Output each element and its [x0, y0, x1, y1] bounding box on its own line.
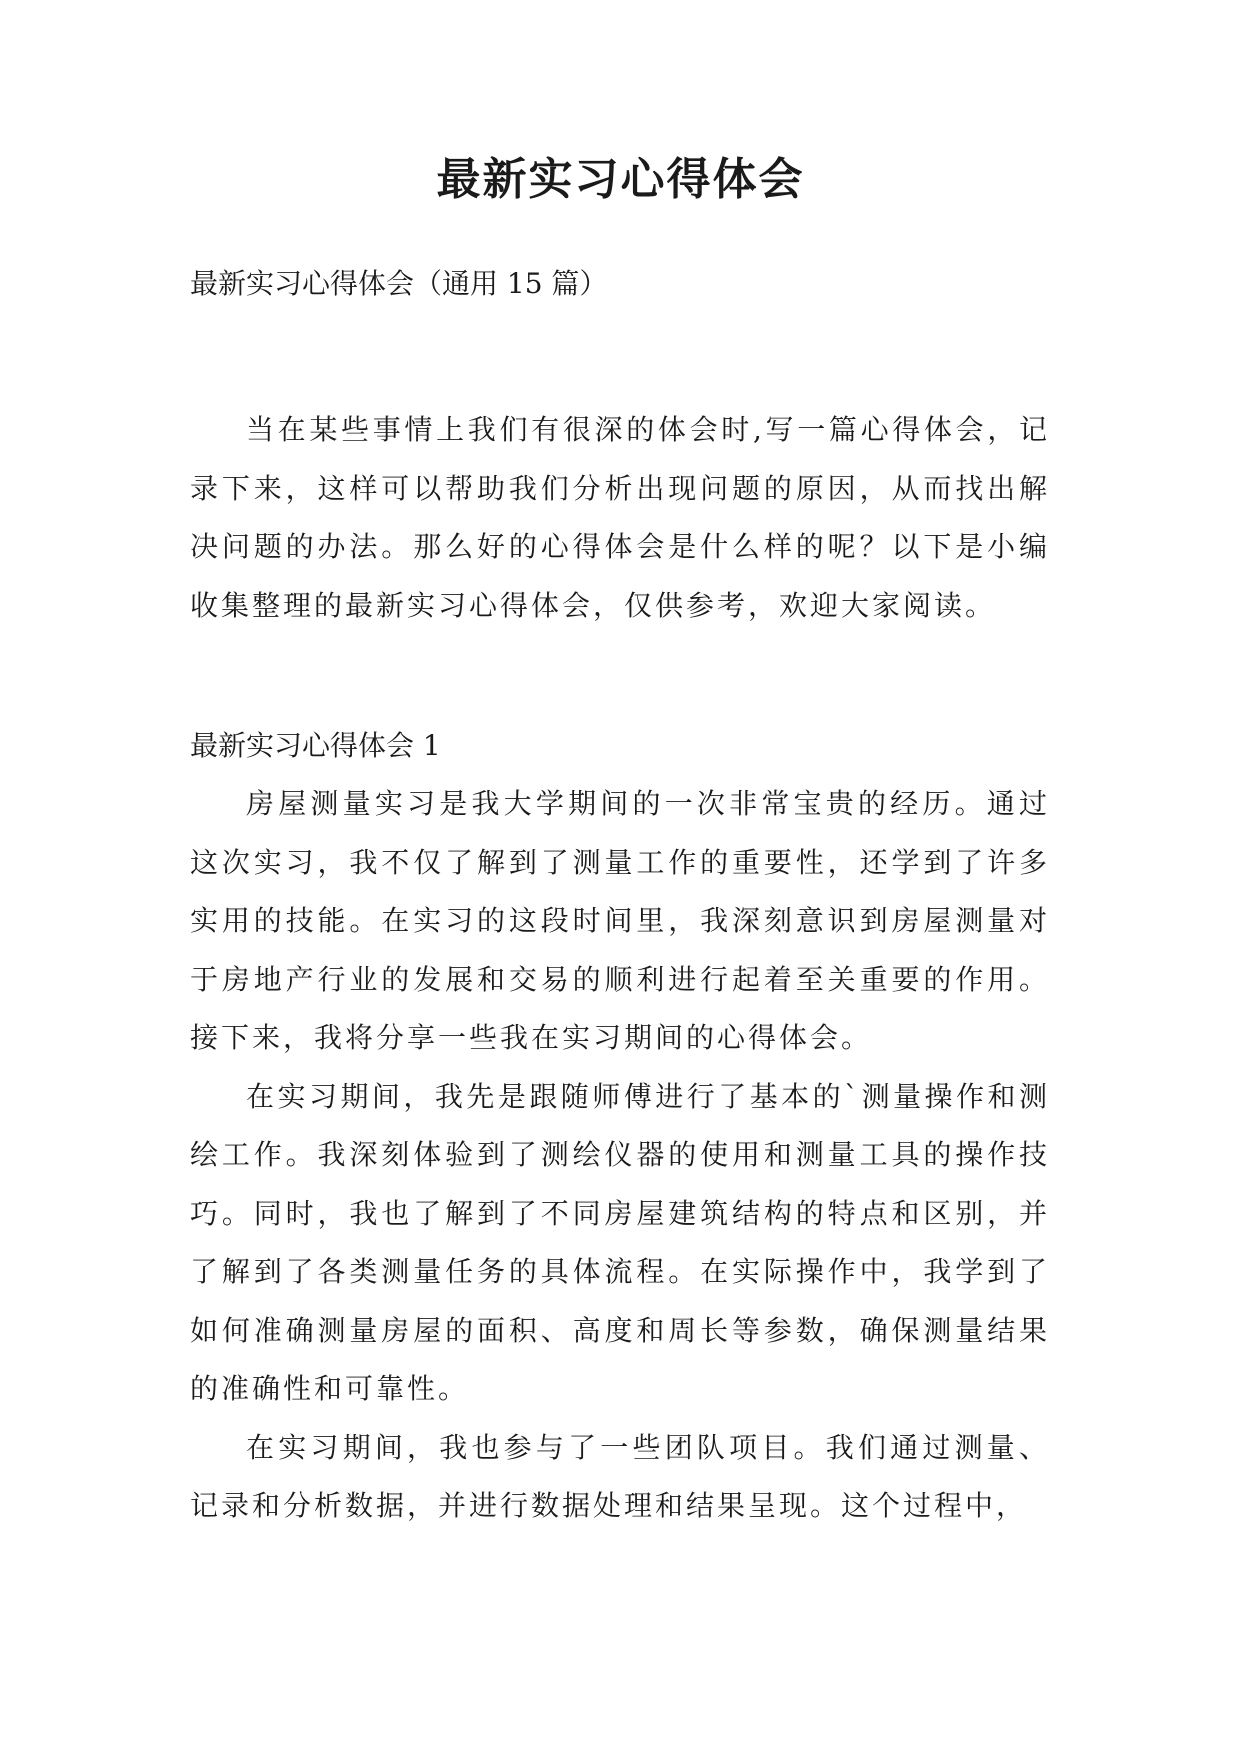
body-paragraph-3: 在实习期间，我也参与了一些团队项目。我们通过测量、记录和分析数据，并进行数据处理和结果呈现。这个过程中， [190, 1430, 1050, 1522]
document-subtitle: 最新实习心得体会（通用 15 篇） [190, 267, 608, 300]
document-title: 最新实习心得体会 [436, 154, 805, 205]
body-paragraph-2: 在实习期间，我先是跟随师傅进行了基本的`测量操作和测绘工作。我深刻体验到了测绘仪器的使用和测量工具的操作技巧。同时，我也了解到了不同房屋建筑结构的特点和区别，并了解到了各类测量任务的具体流程。在实际操作中，我学到了如何准确测量房屋的面积、高度和周长等参数，确保测量结果的准确性和可靠性。 [190, 1079, 1050, 1405]
spacer [190, 635, 1050, 717]
spacer [190, 313, 1050, 401]
body-paragraph-1: 房屋测量实习是我大学期间的一次非常宝贵的经历。通过这次实习，我不仅了解到了测量工作的重要性，还学到了许多实用的技能。在实习的这段时间里，我深刻意识到房屋测量对于房地产行业的发展和交易的顺利进行起着至关重要的作用。接下来，我将分享一些我在实习期间的心得体会。 [190, 787, 1050, 1054]
section-heading: 最新实习心得体会 1 [190, 729, 441, 762]
document-body [190, 255, 1050, 1536]
intro-paragraph: 当在某些事情上我们有很深的体会时,写一篇心得体会，记录下来，这样可以帮助我们分析出现问题的原因，从而找出解决问题的办法。那么好的心得体会是什么样的呢？以下是小编收集整理的最新实习心得体会，仅供参考，欢迎大家阅读。 [190, 413, 1050, 622]
